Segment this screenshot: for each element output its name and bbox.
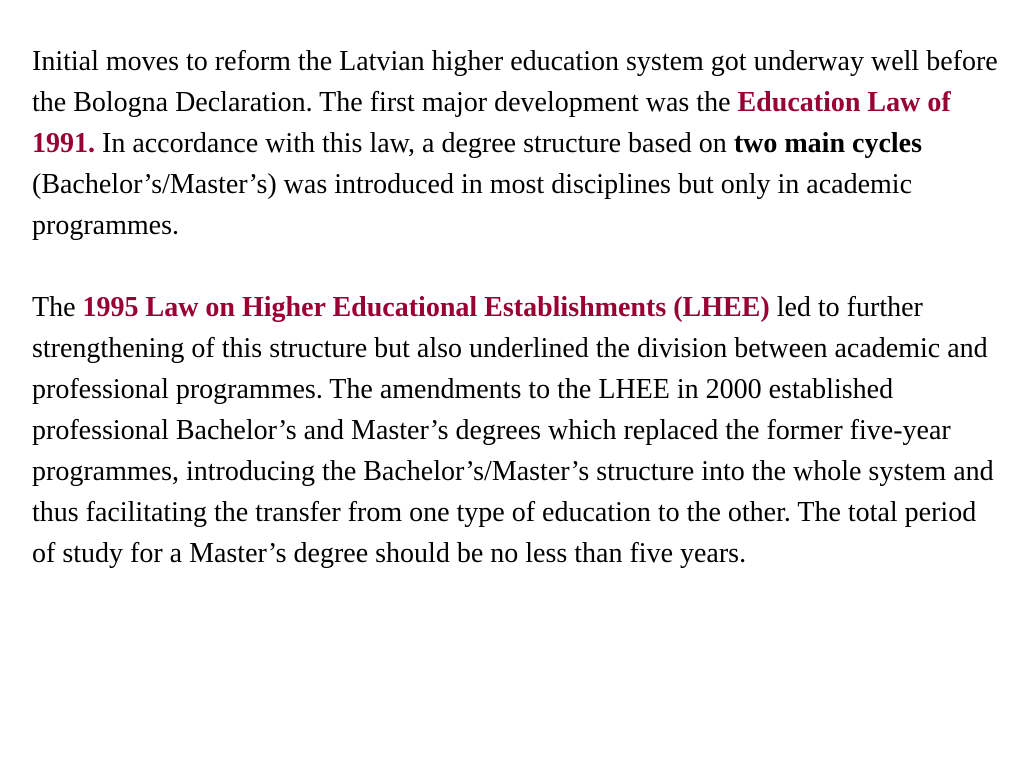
paragraph-lhee-1995 — [32, 287, 1002, 574]
paragraph1-text-3: (Bachelor’s/Master’s) was introduced in most disciplines but only in academic programmes. — [32, 169, 912, 241]
education-law-1991-highlight: Education Law of 1991. — [32, 87, 951, 159]
paragraph1-text-1: Initial moves to reform the Latvian higher education system got underway well before the Bologna Declaration. The first major development was the — [32, 46, 998, 118]
paragraph2-text-1: The — [32, 292, 83, 323]
paragraph2-text-2: led to further strengthening of this structure but also underlined the division between academic and professional programmes. The amendments to the LHEE in 2000 established professional Bachelor’s and Master’s degrees which replaced the former five-year programmes, introducing the Bachelor’s/Master’s structure into the whole system and thus facilitating the transfer from one type of education to the other. The total period of study for a Master’s degree should be no less than five years. — [32, 292, 994, 569]
lhee-1995-highlight: 1995 Law on Higher Educational Establishments (LHEE) — [82, 292, 770, 323]
paragraph1-text-2: In accordance with this law, a degree structure based on — [95, 128, 734, 159]
two-main-cycles-bold: two main cycles — [733, 128, 922, 159]
slide-body — [32, 41, 1002, 574]
paragraph-education-law-1991 — [32, 41, 1002, 246]
